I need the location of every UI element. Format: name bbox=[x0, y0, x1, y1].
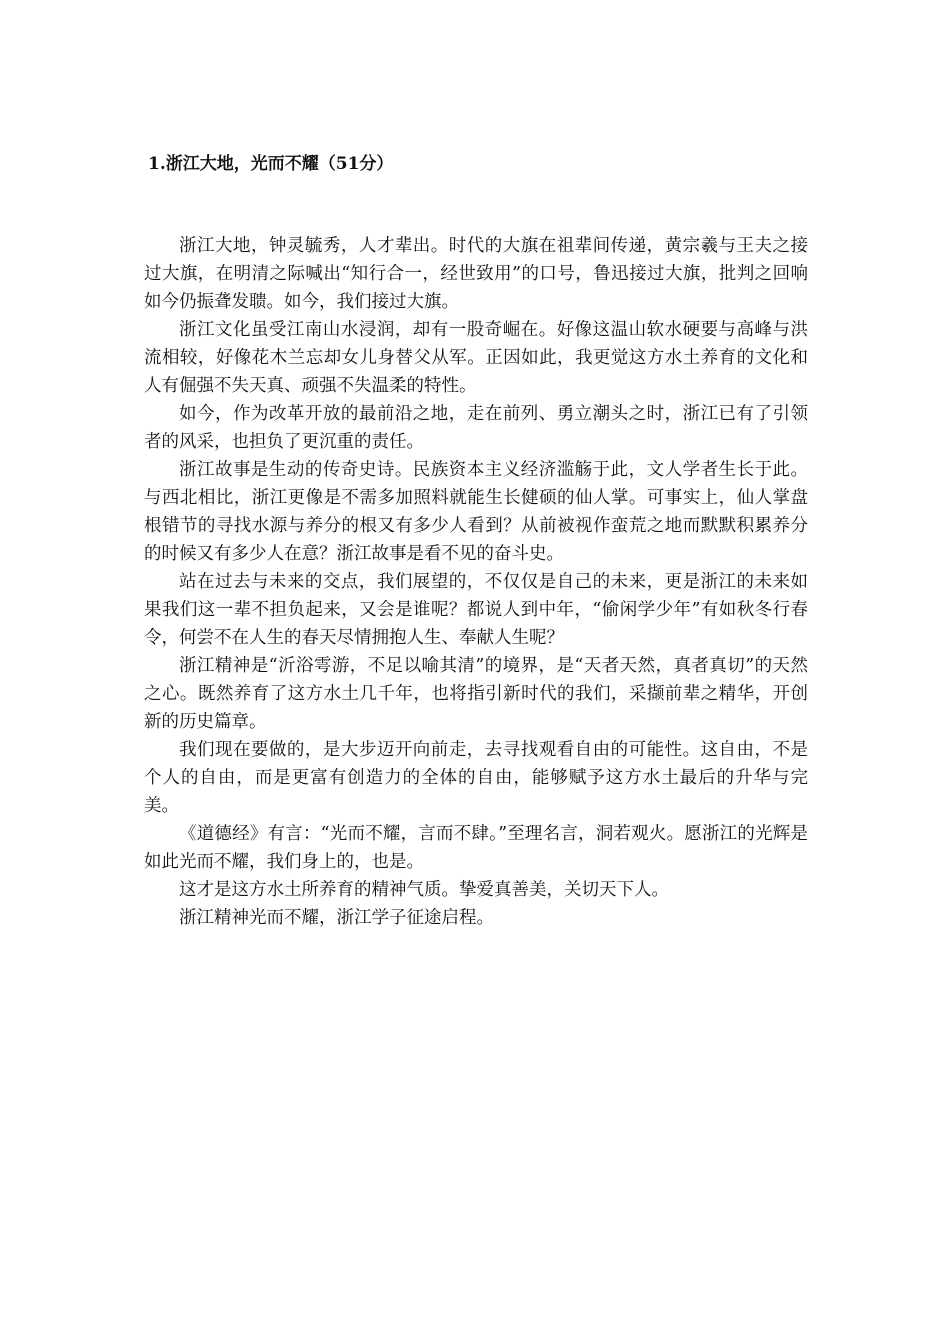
paragraph-9: 这才是这方水土所养育的精神气质。挚爱真善美，关切天下人。 bbox=[179, 880, 669, 900]
paragraph-7: 我们现在要做的，是大步迈开向前走，去寻找观看自由的可能性。这自由，不是个人的自由，而是更富有创造力的全体的自由，能够赋予这方水土最后的升华与完美。 bbox=[144, 740, 808, 816]
paragraph-10: 浙江精神光而不耀，浙江学子征途启程。 bbox=[179, 908, 494, 928]
essay-body bbox=[144, 232, 808, 932]
paragraph-8: 《道德经》有言：“光而不耀，言而不肆。”至理名言，洞若观火。愿浙江的光辉是如此光而不耀，我们身上的，也是。 bbox=[144, 824, 808, 872]
essay-title: 1.浙江大地，光而不耀（51分） bbox=[148, 154, 394, 174]
paragraph-1: 浙江大地，钟灵毓秀，人才辈出。时代的大旗在祖辈间传递，黄宗羲与王夫之接过大旗，在明清之际喊出“知行合一，经世致用”的口号，鲁迅接过大旗，批判之回响如今仍振聋发聩。如今，我们接过大旗。 bbox=[144, 236, 808, 312]
paragraph-2: 浙江文化虽受江南山水浸润，却有一股奇崛在。好像这温山软水硬要与高峰与洪流相较，好像花木兰忘却女儿身替父从军。正因如此，我更觉这方水土养育的文化和人有倔强不失天真、顽强不失温柔的特性。 bbox=[144, 320, 808, 396]
paragraph-5: 站在过去与未来的交点，我们展望的，不仅仅是自己的未来，更是浙江的未来如果我们这一辈不担负起来，又会是谁呢？都说人到中年，“偷闲学少年”有如秋冬行春令，何尝不在人生的春天尽情拥抱人生、奉献人生呢？ bbox=[144, 572, 808, 648]
paragraph-3: 如今，作为改革开放的最前沿之地，走在前列、勇立潮头之时，浙江已有了引领者的风采，也担负了更沉重的责任。 bbox=[144, 404, 808, 452]
paragraph-6: 浙江精神是“沂浴雩游，不足以喻其清”的境界，是“天者天然，真者真切”的天然之心。既然养育了这方水土几千年，也将指引新时代的我们，采撷前辈之精华，开创新的历史篇章。 bbox=[144, 656, 808, 732]
paragraph-4: 浙江故事是生动的传奇史诗。民族资本主义经济滥觞于此，文人学者生长于此。与西北相比，浙江更像是不需多加照料就能生长健硕的仙人掌。可事实上，仙人掌盘根错节的寻找水源与养分的根又有多少人看到？从前被视作蛮荒之地而默默积累养分的时候又有多少人在意？浙江故事是看不见的奋斗史。 bbox=[144, 460, 808, 564]
